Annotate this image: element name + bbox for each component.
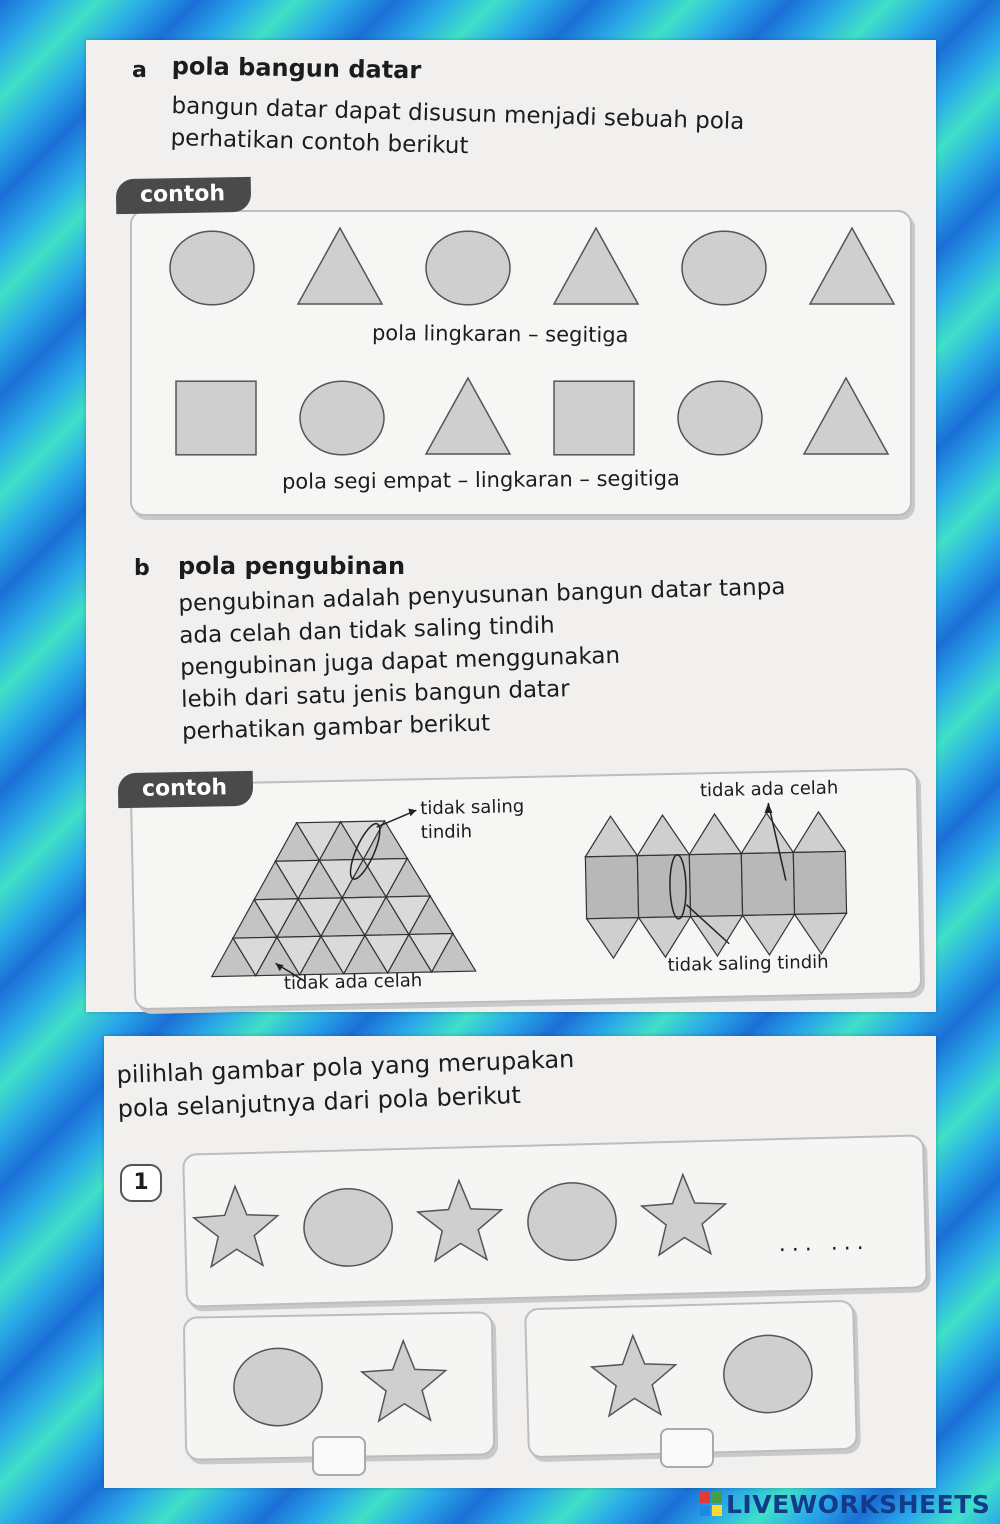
example-tag-a: contoh — [116, 177, 252, 214]
section-b-line-3: pengubinan juga dapat menggunakan — [179, 642, 621, 681]
section-b-line-2: ada celah dan tidak saling tindih — [178, 612, 556, 649]
label-overlap-left-2: tindih — [420, 821, 473, 844]
section-a-line-2: perhatikan contoh berikut — [170, 124, 469, 160]
label-overlap-right: tidak saling tindih — [667, 951, 829, 977]
triangle-shape — [810, 228, 894, 304]
star-shape — [193, 1185, 279, 1267]
worksheet-page-top — [86, 40, 936, 1012]
section-b-line-4: lebih dari satu jenis bangun datar — [180, 676, 570, 713]
tessellation-triangle-bottom — [743, 914, 796, 955]
tessellation-triangle-bottom — [691, 915, 744, 956]
continuation-dots: ... ... — [778, 1229, 870, 1258]
circle-shape — [303, 1188, 393, 1268]
pattern-sequence-card — [182, 1134, 928, 1307]
option-2-shape-group — [591, 1331, 813, 1417]
label-gap-left: tidak ada celah — [283, 970, 423, 995]
tessellation-square — [793, 851, 846, 914]
square-triangle-tessellation — [584, 811, 847, 958]
tessellation-triangle-bottom — [795, 913, 848, 954]
caption-circle-triangle: pola lingkaran – segitiga — [371, 320, 629, 348]
circle-shape — [233, 1348, 323, 1427]
worksheet-page-bottom — [104, 1036, 936, 1488]
section-b-line-5: perhatikan gambar berikut — [181, 710, 491, 745]
star-shape — [641, 1173, 727, 1255]
section-a-letter: a — [132, 58, 147, 83]
tessellation-triangle-top — [792, 811, 845, 852]
question-line-1: pilihlah gambar pola yang merupakan — [116, 1045, 575, 1089]
star-shape — [417, 1179, 503, 1261]
shape-row-2 — [176, 378, 888, 455]
circle-shape — [678, 381, 762, 455]
tessellation-square — [689, 853, 742, 916]
answer-box-2[interactable] — [660, 1428, 714, 1468]
circle-shape — [300, 381, 384, 455]
question-line-2: pola selanjutnya dari pola berikut — [117, 1080, 522, 1123]
tessellation-triangle-bottom — [639, 917, 692, 958]
star-shape — [361, 1340, 446, 1421]
tessellation-square — [741, 852, 794, 915]
sequence-shapes — [193, 1173, 727, 1270]
section-b-title: pola pengubinan — [178, 552, 406, 580]
square-shape — [176, 381, 256, 455]
arrowhead-overlap-left — [408, 808, 416, 816]
example-box-a — [130, 210, 912, 516]
shape-row-1 — [170, 228, 894, 305]
example-tag-b: contoh — [118, 771, 254, 808]
pattern-sequence — [184, 1136, 926, 1305]
tessellation-square — [585, 856, 638, 919]
label-overlap-left-1: tidak saling — [420, 796, 525, 820]
circle-shape — [527, 1182, 617, 1262]
section-a-title: pola bangun datar — [171, 52, 422, 85]
section-b-letter: b — [134, 556, 150, 581]
square-shape — [554, 381, 634, 455]
section-a-line-1: bangun datar dapat disusun menjadi sebuah pola — [171, 92, 745, 135]
triangle-shape — [804, 378, 888, 454]
circle-shape — [426, 231, 510, 305]
tessellation-triangle-top — [584, 816, 637, 857]
tessellation-triangle-bottom — [587, 918, 640, 959]
question-instruction — [116, 1042, 576, 1126]
option-1-shape-group — [233, 1340, 446, 1426]
example-box-b — [130, 768, 923, 1010]
caption-square-circle-triangle: pola segi empat – lingkaran – segitiga — [281, 466, 680, 494]
tessellation-triangle-top — [636, 815, 689, 856]
question-number: 1 — [120, 1164, 162, 1202]
label-gap-right: tidak ada celah — [699, 777, 839, 802]
section-a-paragraph — [170, 90, 745, 170]
triangle-shape — [554, 228, 638, 304]
liveworksheets-logo-icon — [700, 1492, 722, 1516]
tessellation-triangle-top — [740, 812, 793, 853]
section-b-paragraph — [178, 571, 789, 748]
circle-shape — [723, 1334, 813, 1414]
tessellation-triangle-top — [688, 813, 741, 854]
star-shape — [591, 1334, 677, 1416]
answer-box-1[interactable] — [312, 1436, 366, 1476]
triangle-shape — [426, 378, 510, 454]
circle-shape — [682, 231, 766, 305]
triangle-shape — [298, 228, 382, 304]
liveworksheets-text: LIVEWORKSHEETS — [726, 1490, 991, 1519]
section-b-line-1: pengubinan adalah penyusunan bangun datar tanpa — [178, 574, 786, 617]
arrowhead-gap-right — [764, 803, 772, 813]
circle-shape — [170, 231, 254, 305]
